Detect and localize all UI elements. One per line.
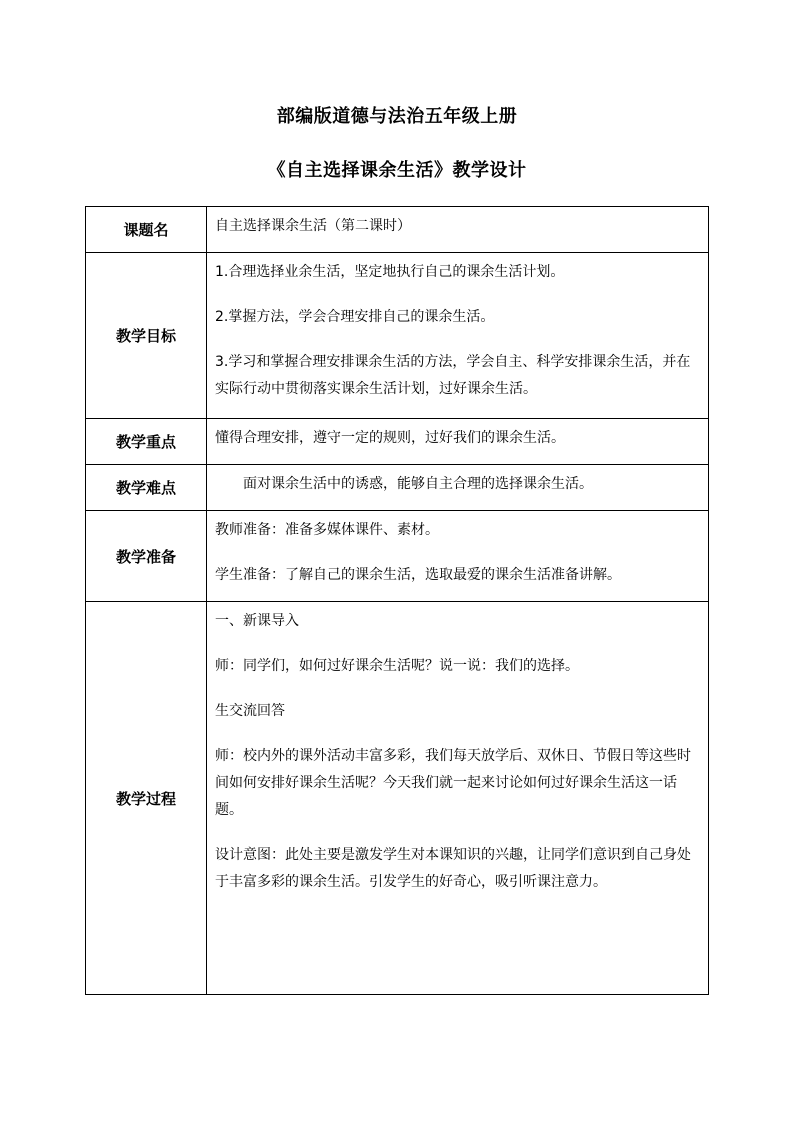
- row-preparation: [86, 511, 709, 602]
- key-points-label: 教学重点: [86, 419, 207, 465]
- objectives-label: 教学目标: [86, 253, 207, 419]
- row-process: [86, 602, 709, 995]
- teacher-preparation: 教师准备：准备多媒体课件、素材。: [215, 522, 439, 538]
- process-paragraph: 设计意图：此处主要是激发学生对本课知识的兴趣，让同学们意识到自己身处于丰富多彩的课余生活。引发学生的好奇心，吸引听课注意力。: [215, 847, 691, 890]
- process-paragraph: 师：同学们，如何过好课余生活呢？说一说：我们的选择。: [215, 658, 579, 674]
- process-label: 教学过程: [86, 602, 207, 995]
- key-points-text: 懂得合理安排，遵守一定的规则，过好我们的课余生活。: [215, 430, 565, 446]
- row-difficulties: [86, 465, 709, 511]
- student-preparation: 学生准备：了解自己的课余生活，选取最爱的课余生活准备讲解。: [215, 567, 621, 583]
- document-subtitle: 《自主选择课余生活》教学设计: [267, 160, 527, 181]
- preparation-cell: [207, 511, 709, 602]
- objective-item: 1.合理选择业余生活，坚定地执行自己的课余生活计划。: [215, 264, 565, 280]
- objectives-cell: [207, 253, 709, 419]
- process-cell: [207, 602, 709, 995]
- process-paragraph: 生交流回答: [215, 703, 285, 719]
- row-key-points: [86, 419, 709, 465]
- topic-text: 自主选择课余生活（第二课时）: [215, 218, 411, 234]
- row-topic: [86, 207, 709, 253]
- objective-item: 3.学习和掌握合理安排课余生活的方法，学会自主、科学安排课余生活，并在实际行动中贯彻落实课余生活计划，过好课余生活。: [215, 354, 691, 397]
- document-title: 部编版道德与法治五年级上册: [276, 106, 518, 127]
- key-points-cell: [207, 419, 709, 465]
- difficulties-cell: [207, 465, 709, 511]
- topic-label: 课题名: [86, 207, 207, 253]
- row-objectives: [86, 253, 709, 419]
- process-paragraph: 师：校内外的课外活动丰富多彩，我们每天放学后、双休日、节假日等这些时间如何安排好课余生活呢？今天我们就一起来讨论如何过好课余生活这一话题。: [215, 748, 691, 818]
- objective-item: 2.掌握方法，学会合理安排自己的课余生活。: [215, 309, 495, 325]
- lesson-plan-table: [85, 206, 709, 995]
- difficulties-text: 面对课余生活中的诱惑，能够自主合理的选择课余生活。: [243, 476, 593, 492]
- difficulties-label: 教学难点: [86, 465, 207, 511]
- preparation-label: 教学准备: [86, 511, 207, 602]
- topic-value: [207, 207, 709, 253]
- process-paragraph: 一、新课导入: [215, 613, 299, 629]
